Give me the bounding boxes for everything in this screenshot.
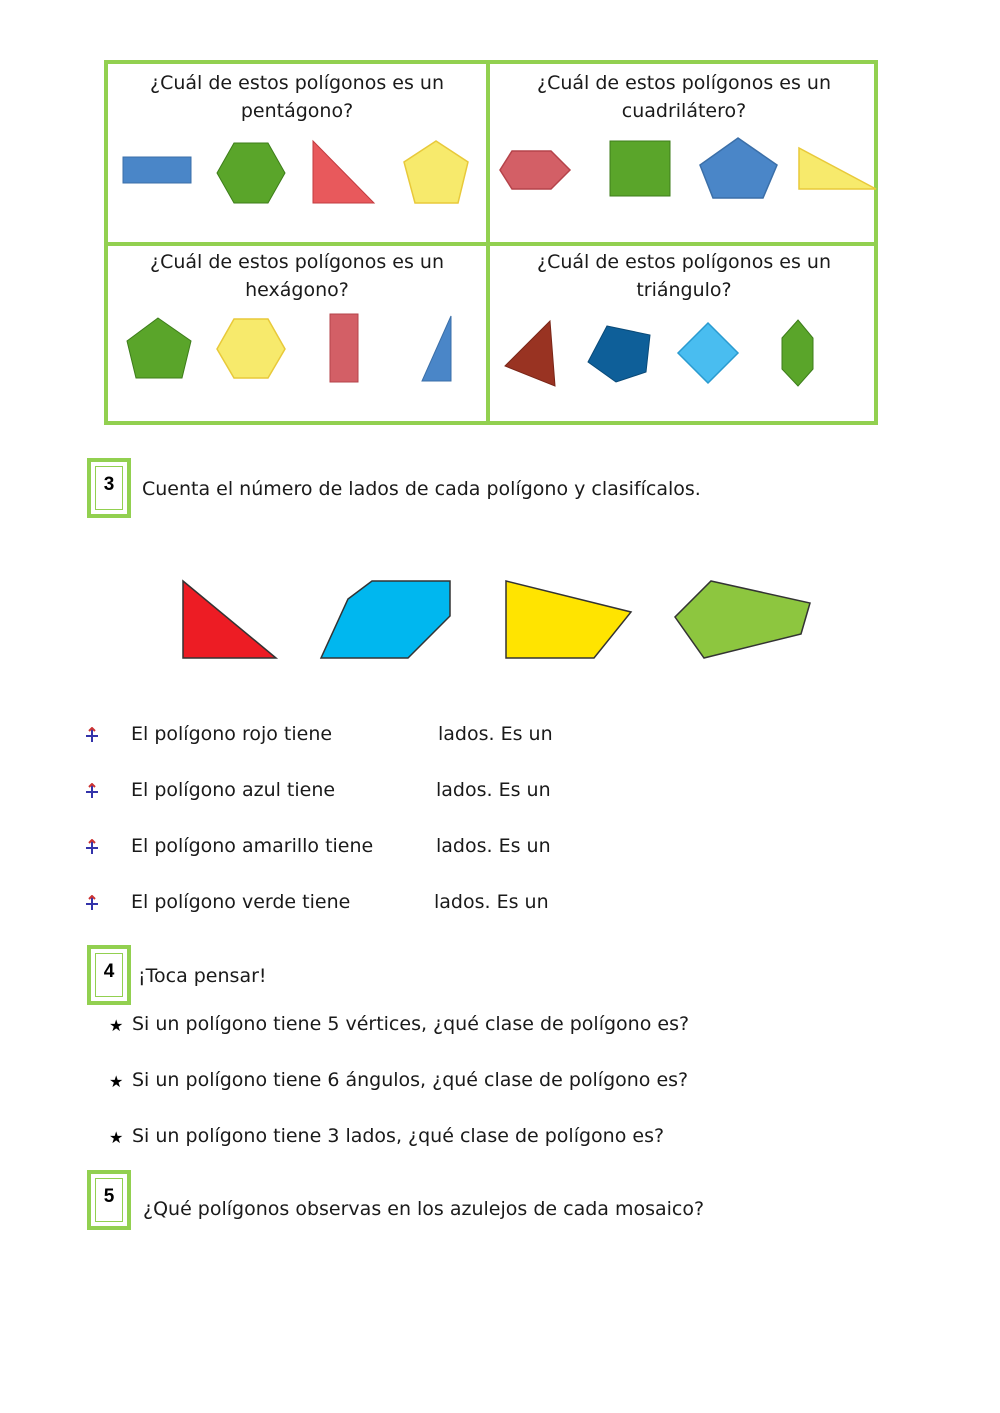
blue-pentagon-option[interactable] bbox=[700, 138, 777, 198]
row-suffix: lados. Es un bbox=[434, 891, 549, 913]
green-hexagon-option[interactable] bbox=[217, 143, 285, 203]
light-blue-diamond-option[interactable] bbox=[678, 323, 738, 383]
exercise-4-item: Si un polígono tiene 3 lados, ¿qué clase de polígono es? bbox=[132, 1125, 665, 1147]
exercise-4-title: ¡Toca pensar! bbox=[138, 965, 267, 987]
exercise-5-number-box bbox=[87, 1170, 131, 1230]
exercise-4-number-box bbox=[87, 945, 131, 1005]
dark-red-triangle-option[interactable] bbox=[505, 321, 555, 386]
row-suffix: lados. Es un bbox=[436, 779, 551, 801]
yellow-pentagon-option[interactable] bbox=[404, 141, 468, 203]
exercise-number: 3 bbox=[103, 474, 115, 495]
yellow-quadrilateral bbox=[506, 581, 631, 658]
quiz-question: ¿Cuál de estos polígonos es un triángulo? bbox=[537, 251, 831, 301]
star-icon: ★ bbox=[109, 1072, 124, 1091]
dark-blue-pentagon-option[interactable] bbox=[588, 326, 650, 382]
blue-triangle-option[interactable] bbox=[422, 316, 451, 381]
pink-rectangle-option[interactable] bbox=[330, 314, 358, 382]
red-triangle bbox=[183, 581, 276, 658]
exercise-number: 5 bbox=[103, 1186, 115, 1207]
blue-rectangle-option[interactable] bbox=[123, 157, 191, 183]
exercise-3-number-box bbox=[87, 458, 131, 518]
row-suffix: lados. Es un bbox=[438, 723, 553, 745]
row-label: El polígono amarillo tiene bbox=[131, 835, 374, 857]
quiz-question: ¿Cuál de estos polígonos es un cuadrilátero? bbox=[537, 72, 831, 122]
row-label: El polígono verde tiene bbox=[131, 891, 351, 913]
green-pentagon-option[interactable] bbox=[127, 318, 191, 378]
exercise-4-item: Si un polígono tiene 5 vértices, ¿qué clase de polígono es? bbox=[132, 1013, 690, 1035]
star-icon: ★ bbox=[109, 1128, 124, 1147]
exercise-3-instruction: Cuenta el número de lados de cada polígono y clasifícalos. bbox=[142, 478, 701, 500]
star-icon: ★ bbox=[109, 1016, 124, 1035]
quiz-cell-triangle bbox=[490, 246, 878, 421]
polygon-quiz-grid bbox=[104, 60, 878, 425]
arrow-bullet-icon bbox=[84, 895, 100, 911]
pink-hexagon-option[interactable] bbox=[500, 151, 570, 189]
red-triangle-option[interactable] bbox=[313, 141, 374, 203]
arrow-bullet-icon bbox=[84, 783, 100, 799]
quiz-cell-quadrilateral bbox=[490, 64, 878, 242]
row-suffix: lados. Es un bbox=[436, 835, 551, 857]
yellow-triangle-option[interactable] bbox=[799, 148, 876, 189]
green-elongated-hexagon-option[interactable] bbox=[782, 320, 813, 386]
yellow-hexagon-option[interactable] bbox=[217, 319, 285, 378]
row-label: El polígono rojo tiene bbox=[131, 723, 333, 745]
cyan-hexagon bbox=[321, 581, 450, 658]
green-pentagon bbox=[675, 581, 810, 658]
green-square-option[interactable] bbox=[610, 141, 670, 196]
exercise-number: 4 bbox=[103, 961, 115, 982]
exercise-3-polygons bbox=[170, 570, 830, 670]
exercise-4-item: Si un polígono tiene 6 ángulos, ¿qué clase de polígono es? bbox=[132, 1069, 689, 1091]
exercise-5-instruction: ¿Qué polígonos observas en los azulejos de cada mosaico? bbox=[143, 1198, 705, 1220]
quiz-question: ¿Cuál de estos polígonos es un hexágono? bbox=[150, 251, 444, 301]
arrow-bullet-icon bbox=[84, 839, 100, 855]
row-label: El polígono azul tiene bbox=[131, 779, 336, 801]
arrow-bullet-icon bbox=[84, 727, 100, 743]
quiz-question: ¿Cuál de estos polígonos es un pentágono? bbox=[150, 72, 444, 122]
quiz-cell-hexagon bbox=[108, 246, 486, 421]
quiz-cell-pentagon bbox=[108, 64, 486, 242]
